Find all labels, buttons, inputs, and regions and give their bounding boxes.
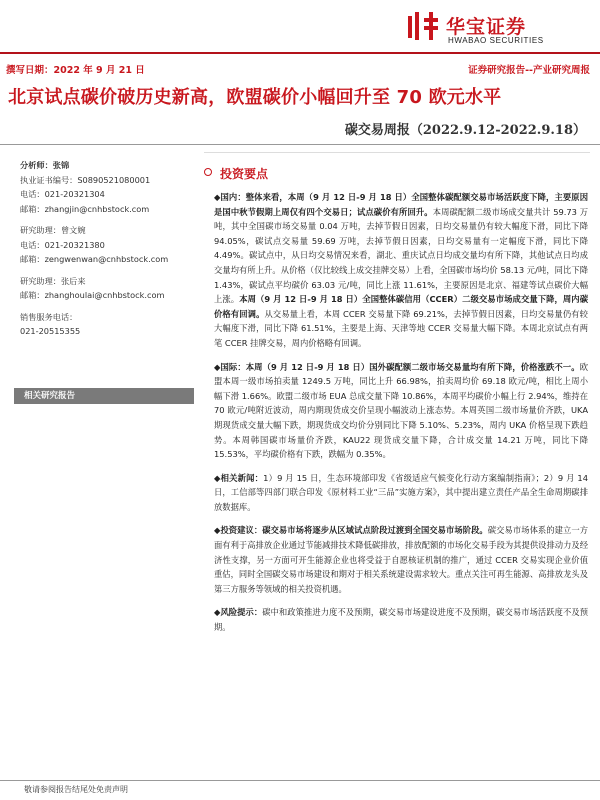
assistant1-email[interactable]: 邮箱：zengwenwan@cnhbstock.com [20, 254, 169, 264]
analyst-name: 分析师：张锦 [20, 160, 70, 170]
footer-divider [0, 780, 600, 781]
news-text: 1）9 月 15 日，生态环境部印发《省级适应气候变化行动方案编制指南》；2）9 月 14 日，工信部等四部门联合印发《原材料工业“三品”实施方案》，其中提出建立责任产品全生命周期碳排放数据库。 [214, 472, 588, 512]
report-body [214, 190, 588, 644]
sales-label: 销售服务电话： [20, 311, 78, 322]
footer-disclaimer: 敬请参阅报告结尾处免责声明 [24, 785, 128, 794]
sales-phone: 021-20515355 [20, 326, 81, 336]
assistant2-email[interactable]: 邮箱：zhanghoulai@cnhbstock.com [20, 290, 165, 300]
analyst-email[interactable]: 邮箱：zhangjin@cnhbstock.com [20, 203, 150, 214]
page-subtitle: 碳交易周报（2022.9.12-2022.9.18） [344, 123, 586, 138]
ccer-text: 从交易量上看，本周 CCER 交易量下降 69.21%，去掉节假日因素，日均交易量仍有较大幅度下滑，同比下降 61.51%，主要是上海、天津等地 CCER 交易量大幅下降。本周北京试点有两笔 CCER 挂牌交易，周内价格略有回调。 [214, 308, 588, 348]
logo-chinese-name: 华宝证券 [446, 16, 527, 38]
report-date: 撰写日期：2022 年 9 月 21 日 [6, 65, 145, 76]
logo-english-name: HWABAO SECURITIES [448, 36, 544, 45]
domestic-heading: ◆国内：整体来看，本周（9 月 12 日-9 月 18 日）全国整体碳配额交易市场活跃度下降，主要原因是国中秋节假期上周仅有四个交易日；试点碳价有所回升。 [214, 192, 588, 217]
assistant1-phone: 电话：021-20321380 [20, 239, 105, 250]
section-divider [204, 152, 590, 153]
ccer-heading: 本周（9 月 12 日-9 月 18 日）全国整体碳信用（CCER）二级交易市场成交量下降，周内碳价格有回调。 [214, 294, 588, 319]
risk-paragraph [214, 605, 588, 634]
title-divider [0, 144, 600, 145]
analyst-cert: 执业证书编号：S0890521080001 [20, 174, 151, 185]
news-paragraph [214, 471, 588, 515]
domestic-text: 本周碳配额二级市场成交量共计 59.73 万吨，其中全国碳市场交易量 0.04 万吨，去掉节假日因素，日均交易量仍有较大幅度下滑，同比下降 94.05%，碳试点交易量 59.69 万吨，去掉节假日因素，日均交易量有一定幅度下滑，同比下降 4.49%。碳试点中，从日均交易情况来看，湖北、重庆试点日均成交量均有所下降，其他试点日均成交量均有所上升。从价格（仅比较线上成交挂牌交易）上看，全国碳市场均价 58.13 元/吨，同比下降 1.43%，碳试点平均碳价 63.03 元/吨，同比上涨 11.61%，主要原因是北京、福建等试点碳价大幅上涨。 [214, 206, 588, 305]
analyst-phone: 电话：021-20321304 [20, 189, 105, 199]
header-divider [0, 52, 600, 54]
report-series: 证券研究报告--产业研究周报 [468, 65, 590, 76]
risk-heading: ◆风险提示： [214, 607, 263, 618]
domestic-paragraph [214, 190, 588, 351]
section-title: 投资要点 [220, 167, 269, 181]
author-sidebar [20, 158, 190, 339]
advice-text: 碳交易市场体系的建立一方面有利于高排放企业通过节能减排技术降低碳排放，排放配额的市场化交易手段为其提供设排动力及经济性支撑，另一方面可开生能源企业也将受益于自愿核证机制的推广，通过 CCER 交易实现企业价值重估，同时全国碳交易市场建设和期对于相关系统建设需求较大。重点关注可再生能源、高排放龙头及第三方服务等领域的相关投资机遇。 [214, 525, 588, 594]
advice-heading: ◆投资建议：碳交易市场将逐步从区域试点阶段过渡到全国交易市场阶段。 [214, 525, 488, 536]
assistant2-name: 研究助理：张后来 [20, 275, 86, 286]
news-heading: ◆相关新闻： [214, 472, 264, 483]
company-logo [406, 10, 586, 50]
hwabao-logo-icon [406, 10, 442, 42]
international-text: 欧盟本周一级市场拍卖量 1249.5 万吨，同比上升 66.98%，拍卖周均价 69.18 欧元/吨，相比上周小幅下滑 1.66%。欧盟二级市场 EUA 总成交量下降 10.86%，本周平均碳价小幅上行 2.94%，维持在 70 欧元/吨附近波动，周内期现货成交价呈现小幅波动上涨态势。本周英国二级市场量价齐跌，UKA 期现货成交量大幅下跌，期现货成交均价分别同比下降 5.10%、5.23%，周内 UKA 价格呈现下跌趋势。本周韩国碳市场量价齐跌，KAU22 现货成交量下降，合计成交量 14.21 万吨，同比下降 15.53%，平均碳价格有下跌，跌幅为 0.35%。 [214, 361, 588, 460]
risk-text: 碳中和政策推进力度不及预期，碳交易市场建设进度不及预期，碳交易市场活跃度不及预期。 [214, 607, 588, 633]
page-title: 北京试点碳价破历史新高，欧盟碳价小幅回升至 70 欧元水平 [8, 87, 502, 108]
international-paragraph [214, 360, 588, 462]
assistant1-name: 研究助理：曾文婉 [20, 225, 86, 235]
international-heading: ◆国际：本周（9 月 12 日-9 月 18 日）国外碳配额二级市场交易量均有所下降，价格涨跌不一。 [214, 361, 580, 372]
section-bullet-icon [204, 168, 212, 176]
related-reports-heading: 相关研究报告 [14, 388, 194, 404]
advice-paragraph [214, 523, 588, 596]
